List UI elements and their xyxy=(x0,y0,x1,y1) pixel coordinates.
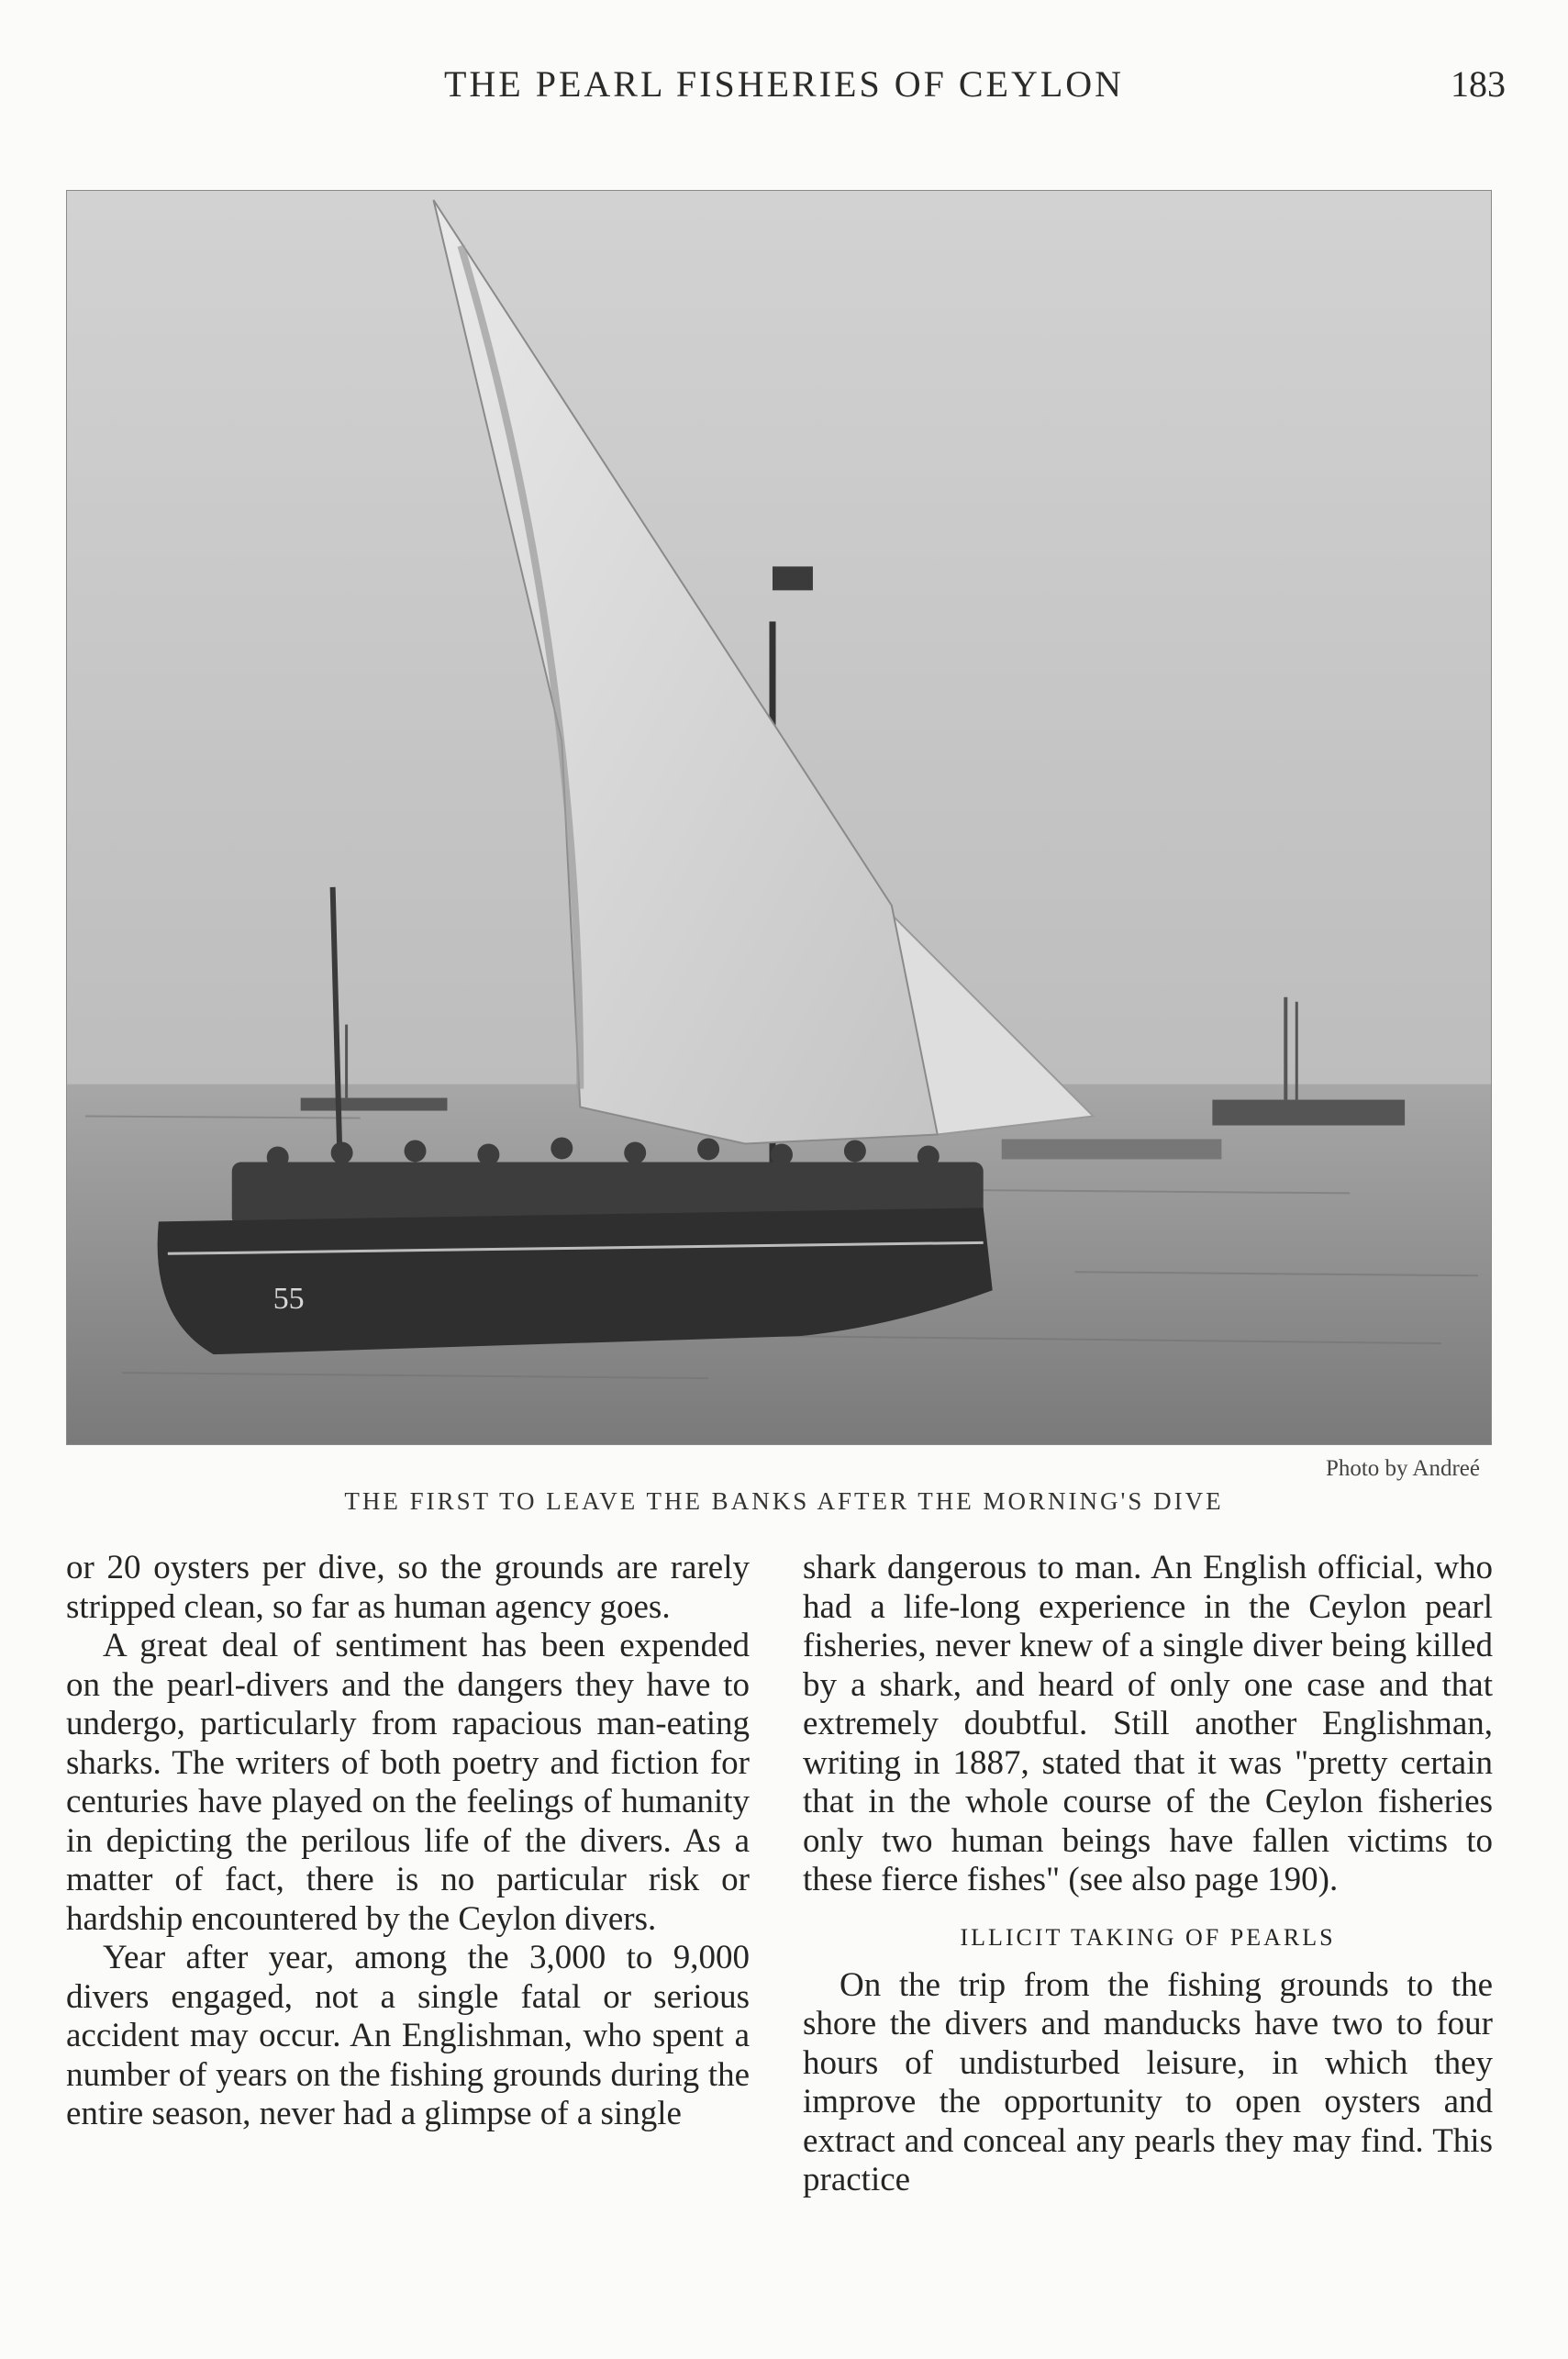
section-subheading: ILLICIT TAKING OF PEARLS xyxy=(960,1923,1336,1951)
boat-number: 55 xyxy=(272,1282,305,1317)
photograph-sailing-boat xyxy=(66,190,1492,1445)
running-title: THE PEARL FISHERIES OF CEYLON xyxy=(443,63,1125,105)
right-column xyxy=(803,1549,1493,2200)
left-column xyxy=(66,1549,750,2134)
paragraph: On the trip from the fishing grounds to the shore the divers and manducks have two to four hours of undisturbed leisure, in which they improve the opportunity to open oysters and extract and conceal any pearls they may find. This practice xyxy=(803,1965,1493,2198)
photo-caption: THE FIRST TO LEAVE THE BANKS AFTER THE MORNING'S DIVE xyxy=(344,1487,1224,1515)
page-number: 183 xyxy=(1451,63,1506,105)
photo-credit: Photo by Andreé xyxy=(1325,1456,1480,1481)
running-head xyxy=(0,62,1568,117)
flag xyxy=(773,566,813,590)
paragraph: A great deal of sentiment has been expended on the pearl-divers and the dangers they have to undergo, particularly from rapacious man-eating sharks. The writers of both poetry and fiction for centuries have played on the feelings of humanity in depicting the perilous life of the divers. As a matter of fact, there is no particular risk or hardship encountered by the Ceylon divers. xyxy=(66,1627,750,1938)
photo-illustration xyxy=(67,191,1491,1444)
paragraph: Year after year, among the 3,000 to 9,000 divers engaged, not a single fatal or serious accident may occur. An Englishman, who spent a number of years on the fishing grounds during the entire season, never had a glimpse of a single xyxy=(66,1939,750,2132)
paragraph: shark dangerous to man. An English official, who had a life-long experience in the Ceylon pearl fisheries, never knew of a single diver being killed by a shark, and heard of only one case and that extremely doubtful. Still another Englishman, writing in 1887, stated that it was "pretty certain that in the whole course of the Ceylon fisheries only two human beings have fallen victims to these fierce fishes" (see also page 190). xyxy=(803,1549,1493,1898)
paragraph: or 20 oysters per dive, so the grounds are rarely stripped clean, so far as human agency goes. xyxy=(66,1549,750,1626)
